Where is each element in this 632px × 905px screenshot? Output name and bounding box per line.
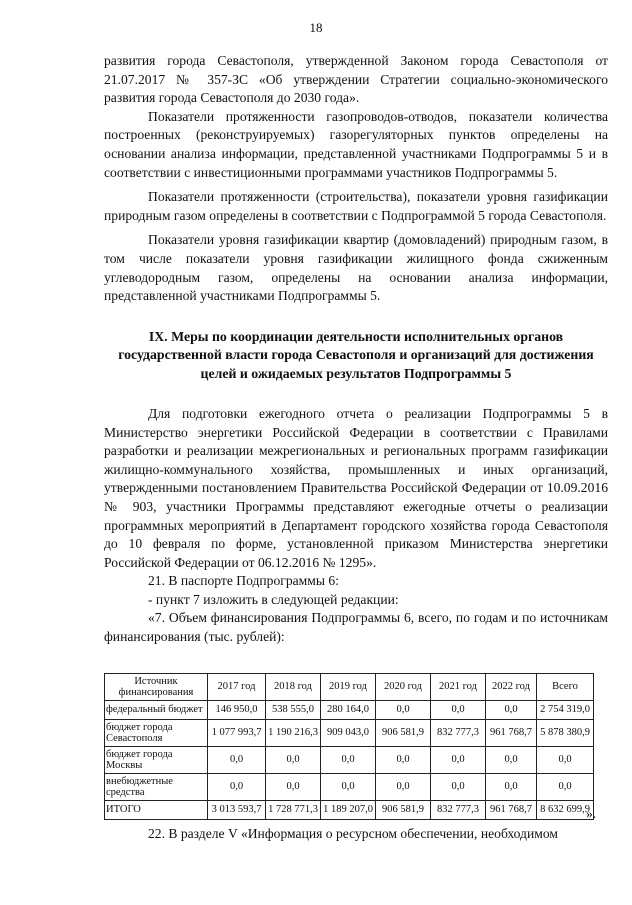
table-cell: 0,0 [208,747,266,774]
table-header-cell: 2017 год [208,674,266,701]
table-cell: 832 777,3 [431,720,486,747]
table-cell: 0,0 [431,701,486,720]
financing-table [104,673,597,821]
document-body [104,52,608,647]
table-cell: 0,0 [266,747,321,774]
table-cell: 146 950,0 [208,701,266,720]
table-header-cell: 2019 год [321,674,376,701]
table-cell: 2 754 319,0 [537,701,594,720]
paragraph: развития города Севастополя, утвержденной Законом города Севастополя от 21.07.2017 № 357-ЗС «Об утверждении Стратегии социально-экономического развития города Севастополя до 2030 года». [104,53,608,106]
table-cell: 5 878 380,9 [537,720,594,747]
table-cell: 1 728 771,3 [266,801,321,820]
page-number: 18 [309,20,323,35]
table-row [105,774,594,801]
table-cell: 906 581,9 [376,720,431,747]
table-cell: 0,0 [376,774,431,801]
table-cell: 1 189 207,0 [321,801,376,820]
table-cell: 0,0 [321,774,376,801]
table-cell: 0,0 [486,774,537,801]
paragraph: - пункт 7 изложить в следующей редакции: [148,591,399,607]
table-cell: 0,0 [431,747,486,774]
table-row [105,801,594,820]
table-cell: 0,0 [486,701,537,720]
table-cell: 0,0 [376,701,431,720]
table-cell: 1 077 993,7 [208,720,266,747]
paragraph: Показатели протяженности газопроводов-отводов, показатели количества построенных (реконструируемых) газорегуляторных пунктов определены на основании анализа информации, представленной участниками Подпрограммы 5 и в соответствии с инвестиционными программами участников Подпрограммы 5. [104,108,608,180]
table-cell: 0,0 [266,774,321,801]
table-cell: 832 777,3 [431,801,486,820]
table-cell: 3 013 593,7 [208,801,266,820]
table-cell: 906 581,9 [376,801,431,820]
closing-quote: ». [586,806,597,821]
table-cell: 8 632 699,9 [537,801,594,820]
table-cell: 538 555,0 [266,701,321,720]
table-row [105,701,594,720]
paragraph: «7. Объем финансирования Подпрограммы 6, всего, по годам и по источникам финансирования (тыс. рублей): [104,610,608,645]
table-row [105,747,594,774]
table-cell: 1 190 216,3 [266,720,321,747]
table-cell: федеральный бюджет [105,701,208,720]
table-header-cell: 2021 год [431,674,486,701]
paragraph: 22. В разделе V «Информация о ресурсном обеспечении, необходимом [148,826,558,841]
table-cell: 0,0 [537,747,594,774]
table-cell: бюджет города Москвы [105,747,208,774]
table-cell: 0,0 [486,747,537,774]
paragraph: Показатели протяженности (строительства), показатели уровня газификации природным газом определены в соответствии с Подпрограммой 5 города Севастополя. [104,189,608,223]
paragraph: 21. В паспорте Подпрограммы 6: [148,573,339,589]
table-cell: 0,0 [376,747,431,774]
table-cell: 961 768,7 [486,801,537,820]
table-cell: бюджет города Севастополя [105,720,208,747]
table-cell: 0,0 [321,747,376,774]
table-cell: внебюджетные средства [105,774,208,801]
table-header-cell: Всего [537,674,594,701]
table-cell: 0,0 [431,774,486,801]
section-heading: IX. Меры по координации деятельности исполнительных органов государственной власти города Севастополя и организаций для достижения целей и ожидаемых результатов Подпрограммы 5 [118,328,594,381]
table-row [105,720,594,747]
table-cell: 0,0 [208,774,266,801]
table-cell: ИТОГО [105,801,208,820]
table-header-cell: 2022 год [486,674,537,701]
table-header-cell: 2018 год [266,674,321,701]
table-cell: 909 043,0 [321,720,376,747]
table-cell: 961 768,7 [486,720,537,747]
table-cell: 280 164,0 [321,701,376,720]
table-header-cell: Источник финансирования [105,674,208,701]
table-header-cell: 2020 год [376,674,431,701]
table-cell: 0,0 [537,774,594,801]
paragraph: Показатели уровня газификации квартир (домовладений) природным газом, в том числе показатели уровня газификации жилищного фонда сжиженным углеводородным газом, определены на основании анализа информации, представленной участниками Подпрограммы 5. [104,232,608,304]
paragraph: Для подготовки ежегодного отчета о реализации Подпрограммы 5 в Министерство энергетики Российской Федерации в соответствии с Правилами разработки и реализации межрегиональных и региональных программ газификации жилищно-коммунального хозяйства, промышленных и иных организаций, утвержденными постановлением Правительства Российской Федерации от 10.09.2016 № 903, участники Программы представляют ежегодные отчеты о реализации программных мероприятий в Департамент городского хозяйства города Севастополя до 10 февраля по форме, установленной приказом Министерства энергетики Российской Федерации от 06.12.2016 № 1295». [104,405,608,570]
table-header-row [105,674,594,701]
